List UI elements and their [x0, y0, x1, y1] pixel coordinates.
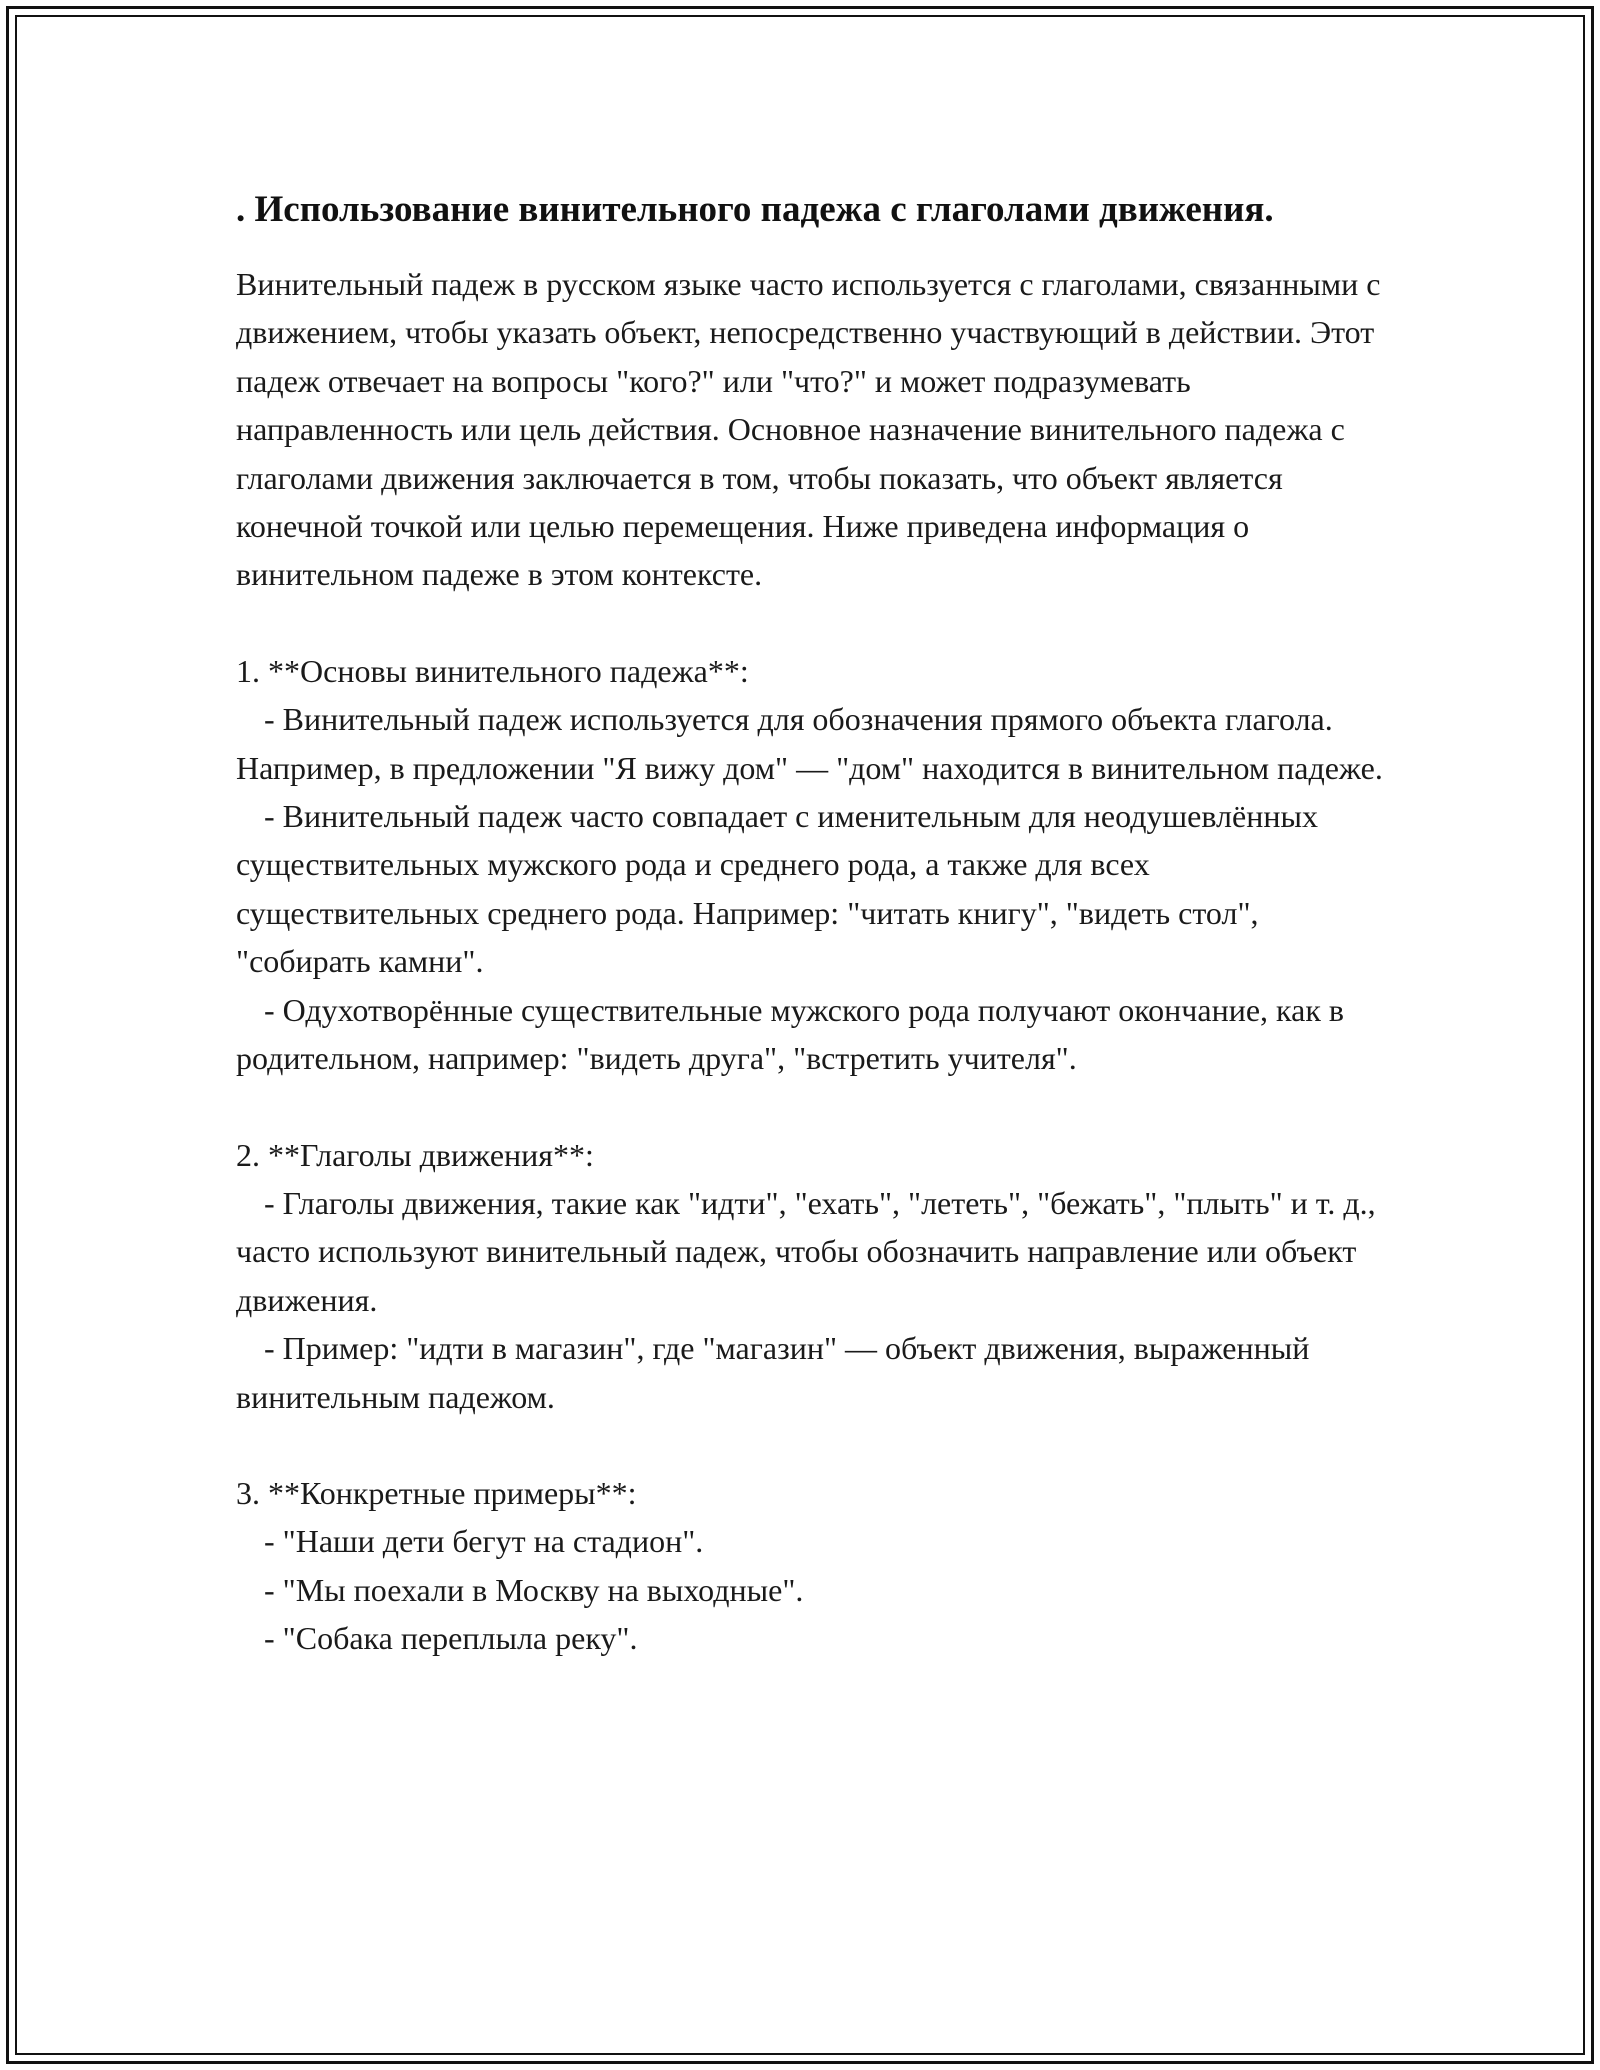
list-item: - "Собака переплыла реку".: [264, 1620, 638, 1657]
list-item: - Пример: "идти в магазин", где "магазин" — объект движения, выраженный винительным падежом.: [236, 1330, 1310, 1415]
list-item: - Винительный падеж используется для обозначения прямого объекта глагола. Например, в предложении "Я вижу дом" — "дом" находится в винительном падеже.: [236, 701, 1383, 786]
document-heading: . Использование винительного падежа с глаголами движения.: [236, 189, 1274, 230]
list-item: - Винительный падеж часто совпадает с именительным для неодушевлённых существительных мужского рода и среднего рода, а также для всех существительных среднего рода. Например: "читать книгу", "видеть стол", "собирать камни".: [236, 798, 1318, 980]
list-item: - Глаголы движения, такие как "идти", "ехать", "лететь", "бежать", "плыть" и т. д., часто используют винительный падеж, чтобы обозначить направление или объект движения.: [236, 1184, 1376, 1318]
document-body: [236, 186, 1386, 1711]
section-examples: [236, 1469, 1386, 1663]
section-basics: [236, 647, 1386, 1083]
section-motion-verbs: [236, 1131, 1386, 1421]
list-item: - "Мы поехали в Москву на выходные".: [264, 1571, 804, 1608]
intro-paragraph: Винительный падеж в русском языке часто используется с глаголами, связанными с движением, чтобы указать объект, непосредственно участвующий в действии. Этот падеж отвечает на вопросы "кого?" или "что?" и может подразумевать направленность или цель действия. Основное назначение винительного падежа с глаголами движения заключается в том, чтобы показать, что объект является конечной точкой или целью перемещения. Ниже приведена информация о винительном падеже в этом контексте.: [236, 266, 1381, 593]
list-item: - Одухотворённые существительные мужского рода получают окончание, как в родительном, например: "видеть друга", "встретить учителя".: [236, 991, 1344, 1077]
section-title: 3. **Конкретные примеры**:: [236, 1474, 637, 1511]
section-title: 2. **Глаголы движения**:: [236, 1136, 594, 1173]
list-item: - "Наши дети бегут на стадион".: [264, 1523, 704, 1560]
section-title: 1. **Основы винительного падежа**:: [236, 652, 749, 689]
